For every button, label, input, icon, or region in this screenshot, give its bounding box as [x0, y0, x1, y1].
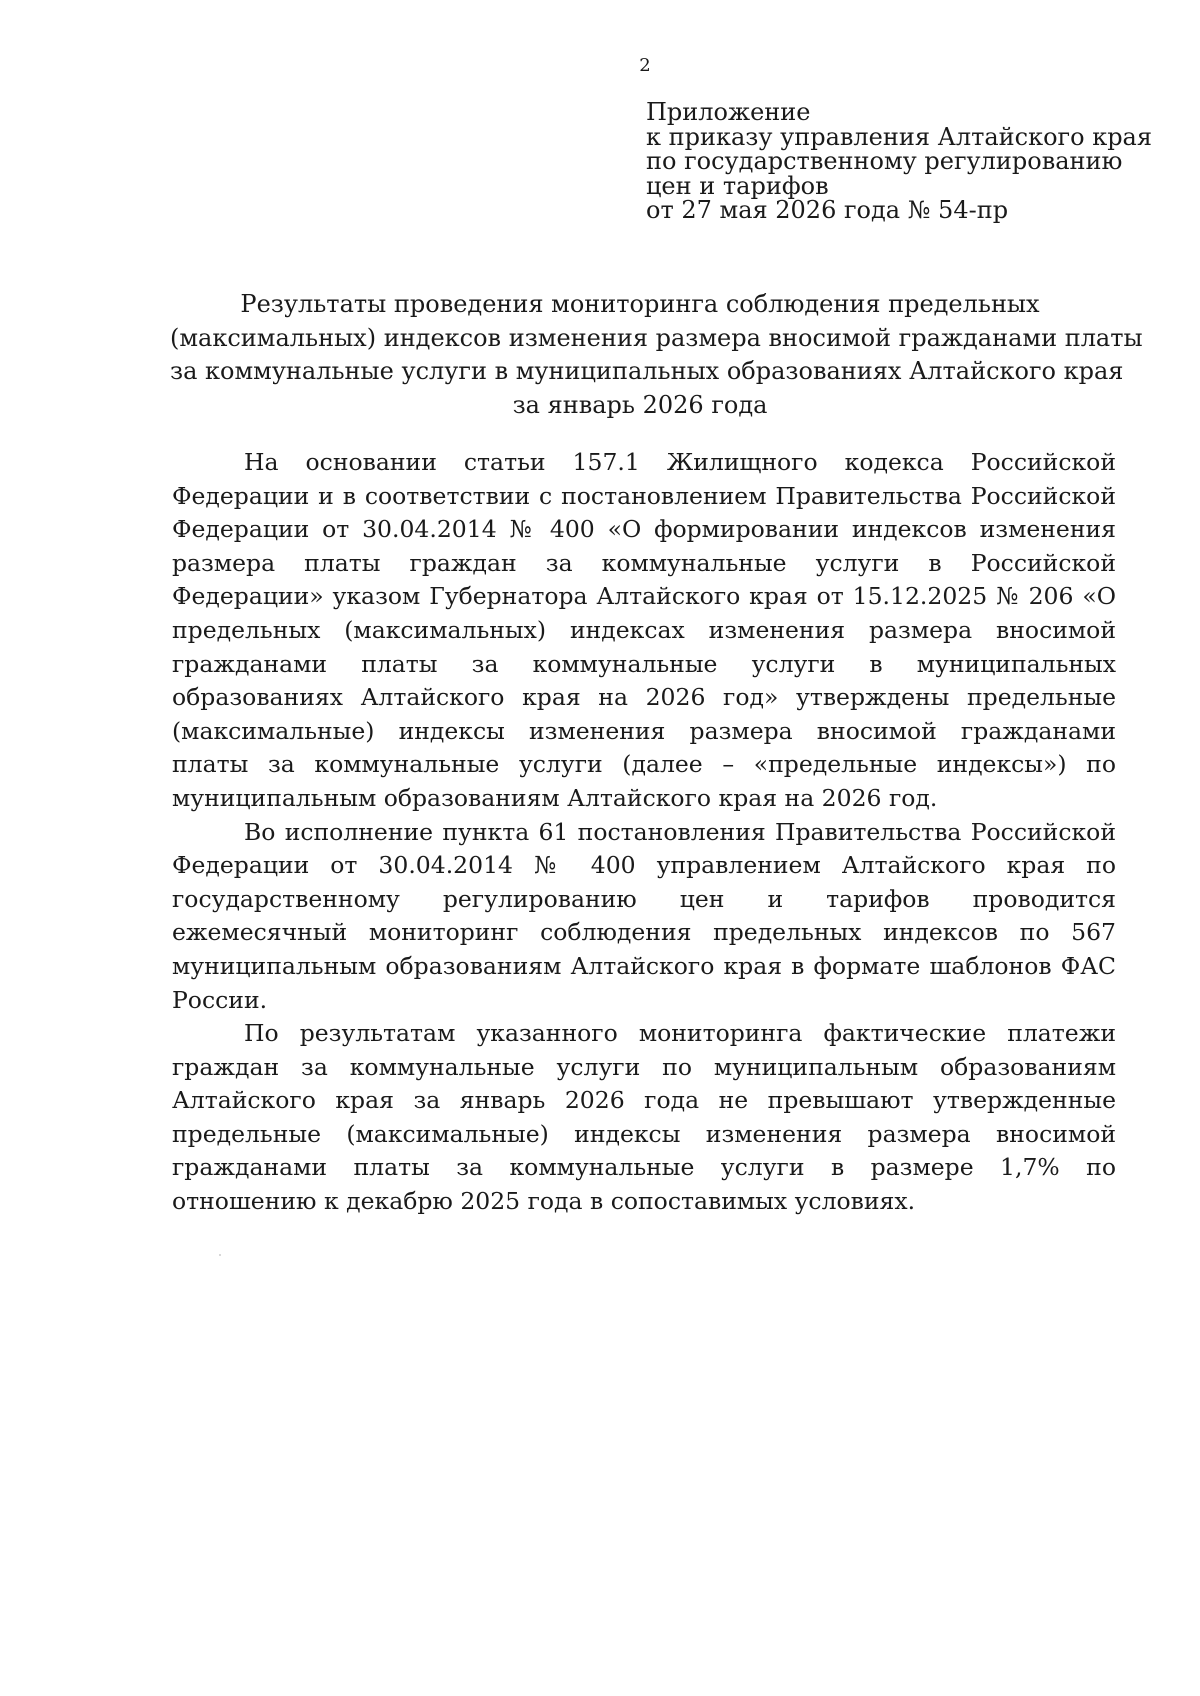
- appendix-line: к приказу управления Алтайского края: [646, 122, 1153, 151]
- appendix-line: от 27 мая 2026 года № 54-пр: [646, 196, 1009, 224]
- title-line: Результаты проведения мониторинга соблюдения предельных: [240, 290, 1040, 318]
- scan-speck: [219, 1254, 221, 1256]
- body-paragraph: На основании статьи 157.1 Жилищного кодекса Российской Федерации и в соответствии с постановлением Правительства Российской Федерации от 30.04.2014 № 400 «О формировании индексов изменения размера платы граждан за коммунальные услуги в Российской Федерации» указом Губернатора Алтайского края от 15.12.2025 № 206 «О предельных (максимальных) индексах изменения размера вносимой гражданами платы за коммунальные услуги в муниципальных образованиях Алтайского края на 2026 год» утверждены предельные (максимальные) индексы изменения размера вносимой гражданами платы за коммунальные услуги (далее – «предельные индексы») по муниципальным образованиям Алтайского края на 2026 год.: [172, 448, 1116, 812]
- document-body: [172, 446, 1116, 1219]
- body-paragraph: По результатам указанного мониторинга фактические платежи граждан за коммунальные услуги по муниципальным образованиям Алтайского края за январь 2026 года не превышают утвержденные предельные (максимальные) индексы изменения размера вносимой гражданами платы за коммунальные услуги в размере 1,7% по отношению к декабрю 2025 года в сопоставимых условиях.: [172, 1019, 1116, 1216]
- appendix-line: по государственному регулированию: [646, 147, 1123, 175]
- title-line: за январь 2026 года: [512, 390, 768, 419]
- page-number: 2: [639, 55, 651, 76]
- appendix-header: [646, 100, 1166, 223]
- appendix-line: цен и тарифов: [646, 171, 829, 200]
- appendix-line: Приложение: [646, 98, 811, 126]
- title-line: (максимальных) индексов изменения размера вносимой гражданами платы: [170, 323, 1143, 352]
- document-title: [170, 288, 1143, 422]
- title-line: за коммунальные услуги в муниципальных образованиях Алтайского края: [170, 357, 1124, 385]
- body-paragraph: Во исполнение пункта 61 постановления Правительства Российской Федерации от 30.04.2014 № 400 управлением Алтайского края по государственному регулированию цен и тарифов проводится ежемесячный мониторинг соблюдения предельных индексов по 567 муниципальным образованиям Алтайского края в формате шаблонов ФАС России.: [172, 817, 1116, 1014]
